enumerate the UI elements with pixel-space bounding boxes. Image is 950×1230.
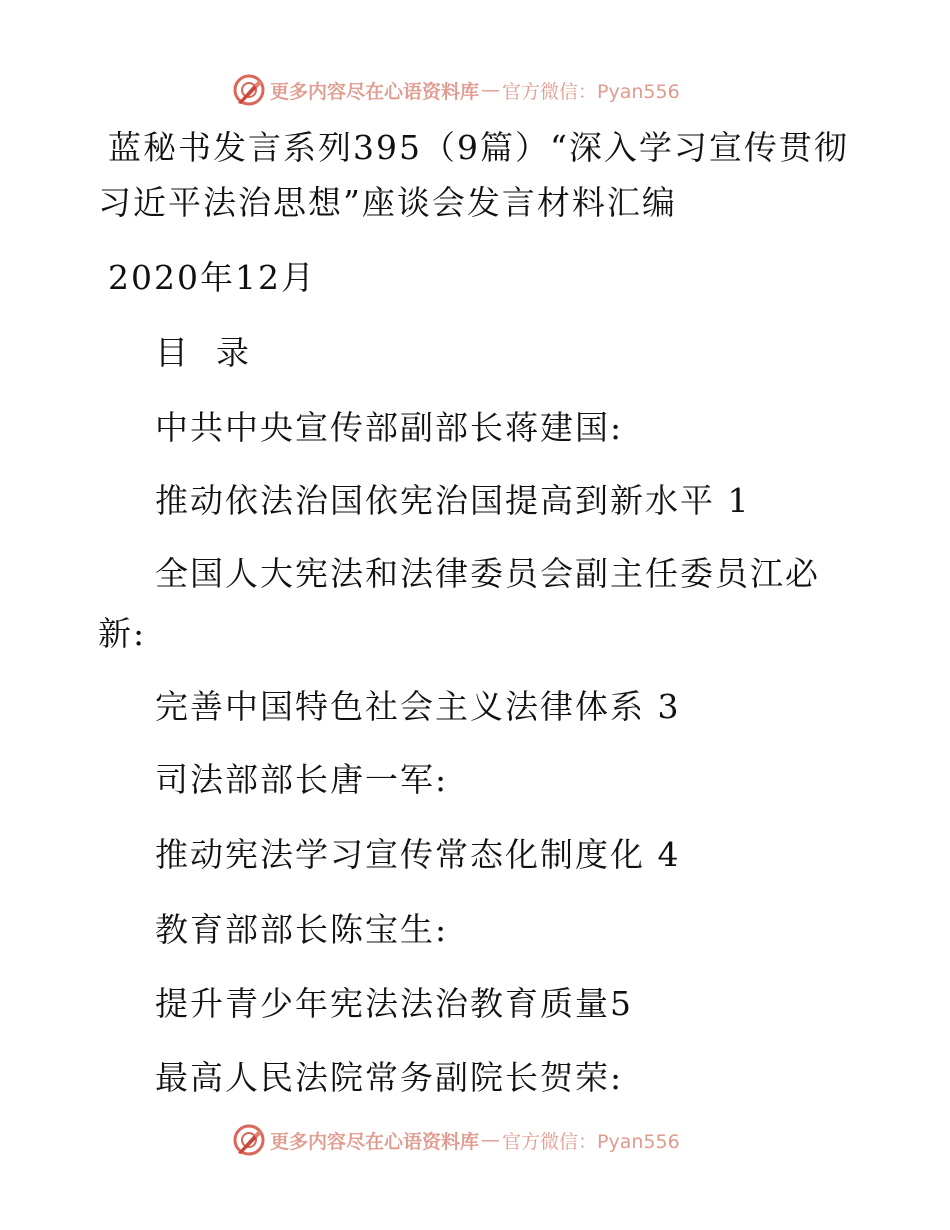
toc-item: 最高人民法院常务副院长贺荣: [155,1058,624,1097]
document-title-line-2: 习近平法治思想”座谈会发言材料汇编 [98,183,677,222]
toc-item: 推动依法治国依宪治国提高到新水平 1 [155,481,751,520]
toc-item: 中共中央宣传部副部长蒋建国: [155,408,624,447]
pen-logo-icon [232,73,266,107]
watermark-wechat: 官方微信：Pyan556 [502,1130,680,1153]
watermark-banner-top [232,72,680,108]
toc-item: 司法部部长唐一军: [155,760,449,799]
watermark-dash: — [481,1129,501,1151]
toc-heading-char-2: 录 [216,333,251,372]
document-date: 2020年12月 [108,258,316,297]
toc-heading-char-1: 目 [155,333,190,372]
toc-item: 完善中国特色社会主义法律体系 3 [155,687,681,726]
watermark-wechat: 官方微信：Pyan556 [502,80,680,103]
document-title-line-1: 蓝秘书发言系列395（9篇）“深入学习宣传贯彻 [108,128,849,167]
toc-item: 全国人大宪法和法律委员会副主任委员江必 [155,554,820,593]
toc-item: 提升青少年宪法法治教育质量5 [155,984,633,1023]
watermark-text: 更多内容尽在心语资料库 [270,1130,480,1153]
watermark-dash: — [481,79,501,101]
watermark-banner-bottom [232,1122,680,1158]
pen-logo-icon [232,1123,266,1157]
toc-item: 推动宪法学习宣传常态化制度化 4 [155,835,681,874]
toc-item: 教育部部长陈宝生: [155,910,449,949]
toc-heading [155,333,251,373]
toc-item: 新: [98,614,147,653]
watermark-text: 更多内容尽在心语资料库 [270,80,480,103]
